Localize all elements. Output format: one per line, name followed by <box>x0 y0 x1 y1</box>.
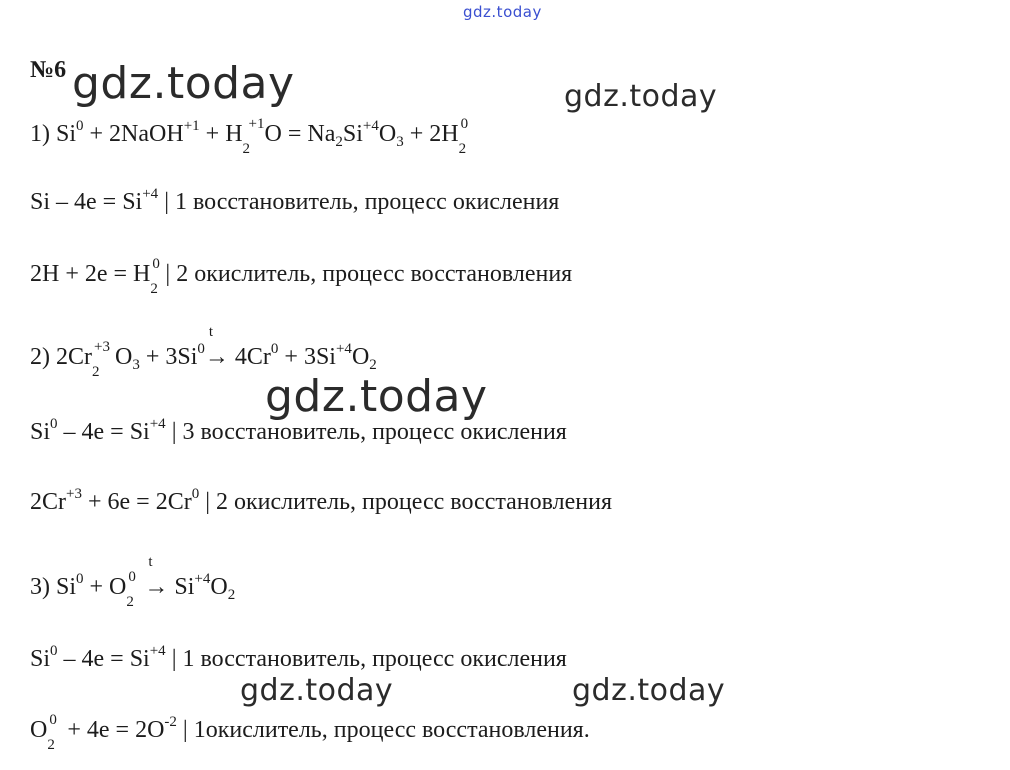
reaction-3-half-reduction: O 2 0 + $4e = 2O^{-2}$ | 1окислитель, процесс восстановления. <box>30 712 590 753</box>
watermark-top: gdz.today <box>463 3 542 21</box>
watermark-large-left: gdz.today <box>72 58 295 109</box>
watermark-center: gdz.today <box>265 371 488 422</box>
arrow-heat-2: t → <box>204 324 229 370</box>
reaction-1-half-reduction: 2H + 2e = H 2 0 | 2 окислитель, процесс восстановления <box>30 256 573 297</box>
reaction-2-half-oxidation: $Si^0 - 4e = Si^{+4}$ | 3 восстановитель, процесс окисления <box>30 416 567 445</box>
problem-number: №6 <box>30 57 67 83</box>
watermark-bottom-left: gdz.today <box>240 673 394 708</box>
reaction-3-half-oxidation: $Si^0 - 4e = Si^{+4}$ | 1 восстановитель, процесс окисления <box>30 643 567 672</box>
reaction-3-equation: 3) $Si^0 + O$ 2 0 t → $Si^{+4}O_2$ <box>30 554 236 610</box>
reaction-2-half-reduction: $2Cr^{+3} + 6e = 2Cr^0$ | 2 окислитель, процесс восстановления <box>30 486 613 515</box>
reaction-1-equation: 1) $Si^0$ + 2NaOH$^{+1}$ + H 2 +1 $O = Na_2Si^{+4}O_3 + 2H$ 2 0 <box>30 116 469 157</box>
watermark-bottom-right: gdz.today <box>572 673 726 708</box>
reaction-2-equation: 2) 2Cr 2 +3 $O_3 + 3Si^0$ t → $4Cr^0 + 3Si^{+4}O_2$ <box>30 324 377 380</box>
watermark-right: gdz.today <box>564 79 718 114</box>
reaction-1-half-oxidation: $Si - 4e = Si^{+4}$ | 1 восстановитель, процесс окисления <box>30 186 560 215</box>
arrow-heat-3: t → <box>144 554 169 600</box>
